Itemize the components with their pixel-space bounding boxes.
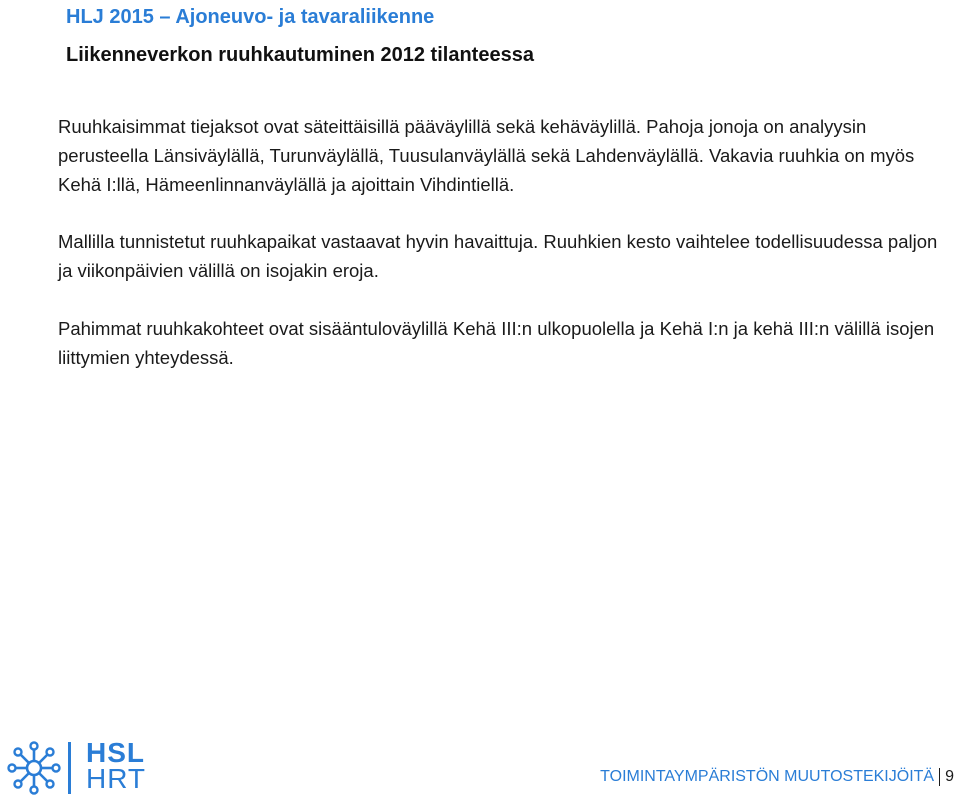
footer-separator <box>939 768 940 786</box>
hsl-network-symbol-icon <box>6 740 62 796</box>
page-number: 9 <box>945 768 954 785</box>
logo-line-hsl: HSL <box>86 737 145 768</box>
paragraph-worst-spots: Pahimmat ruuhkakohteet ovat sisääntuloväylillä Kehä III:n ulkopuolella ja Kehä I:n ja kehä III:n välillä isojen liittymien yhteydessä. <box>58 318 935 368</box>
slide-subtitle: Liikenneverkon ruuhkautuminen 2012 tilanteessa <box>66 44 534 66</box>
slide-title: HLJ 2015 – Ajoneuvo- ja tavaraliikenne <box>66 6 435 28</box>
logo-divider <box>68 742 71 794</box>
logo-line-hrt: HRT <box>86 763 147 794</box>
paragraph-model-validation: Mallilla tunnistetut ruuhkapaikat vastaavat hyvin havaittuja. Ruuhkien kesto vaihtelee todellisuudessa paljon ja viikonpäivien välillä on isojakin eroja. <box>58 231 938 281</box>
footer <box>600 768 954 786</box>
hsl-logo-wordmark <box>86 737 150 794</box>
paragraph-congestion-roads: Ruuhkaisimmat tiejaksot ovat säteittäisillä pääväylillä sekä kehäväylillä. Pahoja jonoja on analyysin perusteella Länsiväylällä, Turunväylällä, Tuusulanväylällä sekä Lahdenväylällä. Vakavia ruuhkia on myös Kehä I:llä, Hämeenlinnanväylällä ja ajoittain Vihdintiellä. <box>58 116 915 195</box>
footer-section-label: TOIMINTAYMPÄRISTÖN MUUTOSTEKIJÖITÄ <box>600 768 935 785</box>
